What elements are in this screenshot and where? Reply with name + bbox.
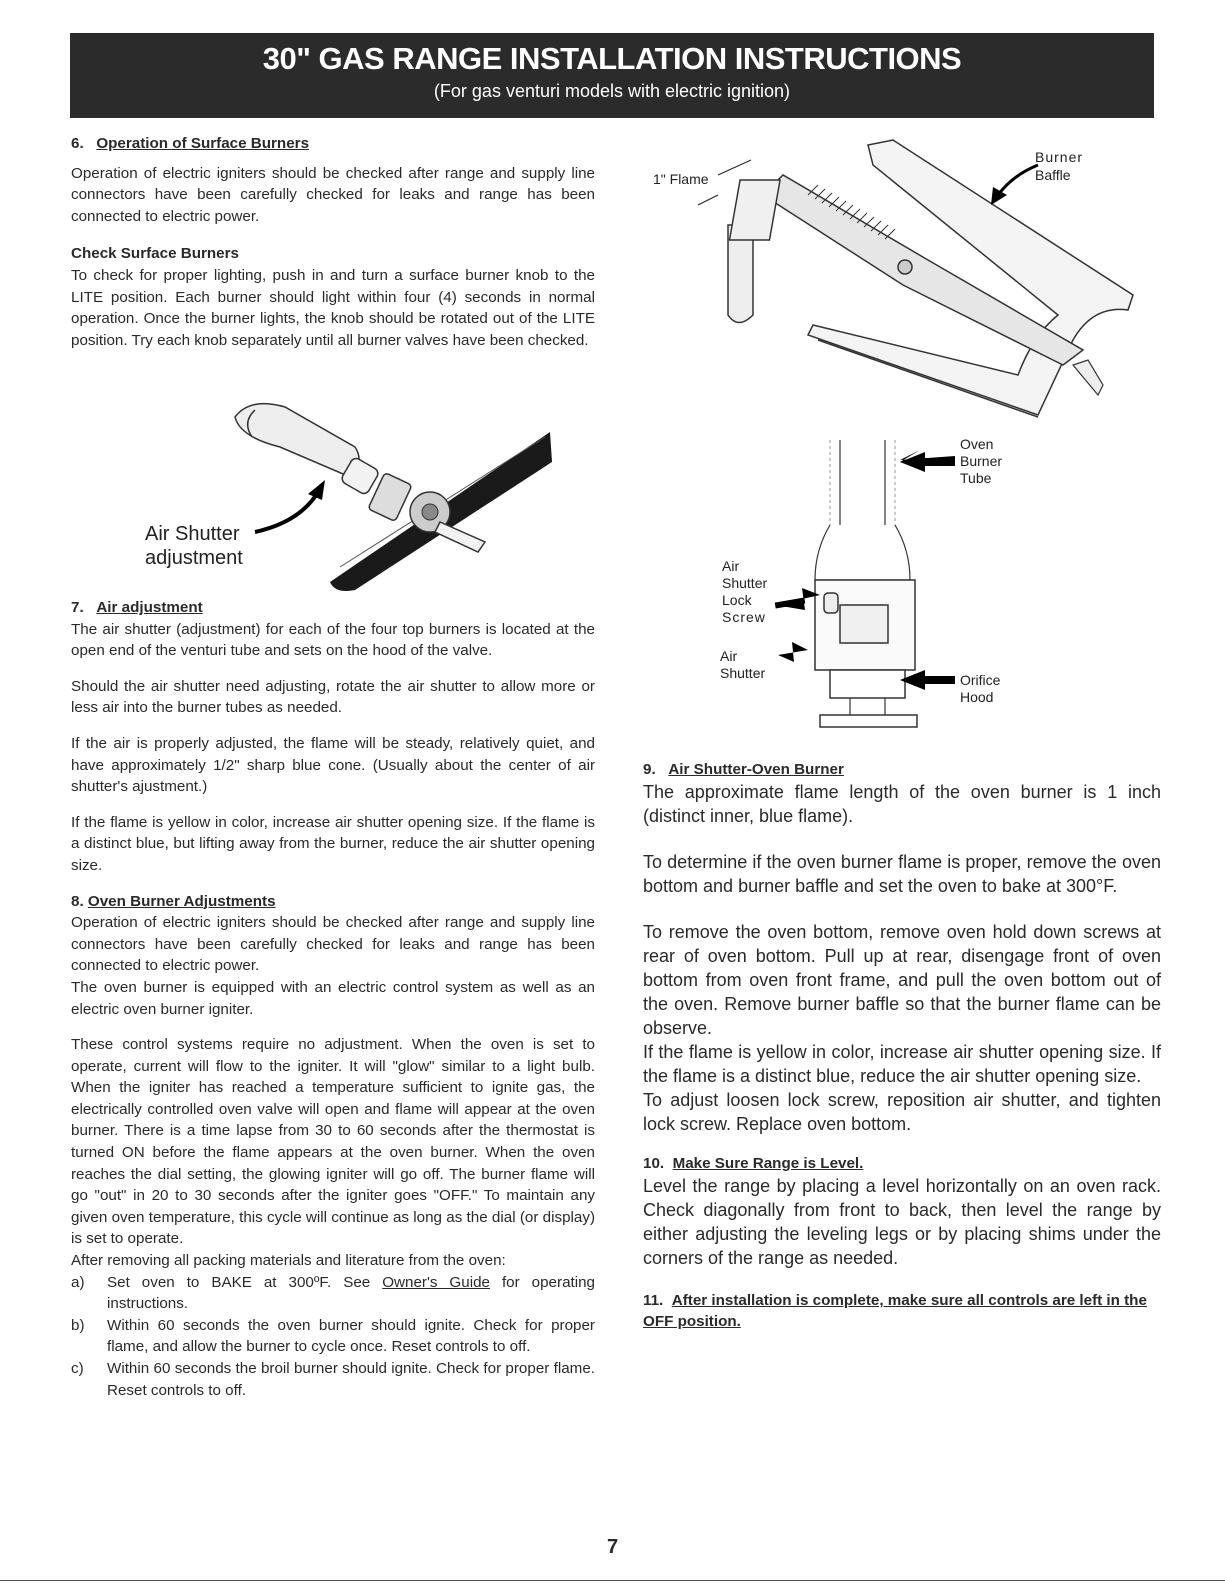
adjustment-label: adjustment [145,547,243,569]
lock-label: Lock [722,592,752,608]
orifice-label: Orifice [960,672,1001,688]
section-7-para-2: Should the air shutter need adjusting, rotate the air shutter to allow more or less air into the burner tubes as needed. [71,677,595,717]
flame-label: 1" Flame [653,171,709,187]
air-shutter-figure [140,392,560,592]
lock-air-label: Air [722,558,740,574]
section-7-para-4: If the flame is yellow in color, increase air shutter opening size. If the flame is a distinct blue, but lifting away from the burner, reduce the air shutter opening size. [71,813,595,874]
section-7-para-3: If the air is properly adjusted, the flame will be steady, relatively quiet, and have approximately 1/2" sharp blue cone. (Usually about the center of air shutter's ajustment.) [71,734,595,796]
page-number: 7 [606,1536,619,1558]
hood-label: Hood [960,689,994,705]
screw-label: Screw [722,609,766,625]
page-title: 30" GAS RANGE INSTALLATION INSTRUCTIONS [262,41,962,76]
oven-burner-figure [700,430,1060,750]
baffle-label: Baffle [1035,167,1071,183]
section-8-para-3: These control systems require no adjustment. When the oven is set to operate, current will flow to the igniter. It will "glow" similar to a light bulb. When the igniter has reached a temperature sufficient to ignite gas, the electrically controlled oven valve will open and flame will appear at the oven burner. There is a time lapse from 30 to 60 seconds after the thermostat is turned ON before the flame appears at the oven burner. When the oven reaches the dial setting, the glowing igniter will go off. The burner flame will go "out" in 20 to 30 seconds after the igniter goes "OFF." To maintain any given oven temperature, this cycle will continue as long as the dial (or display) is set to operate. [71,1036,595,1248]
header-banner [70,33,1154,118]
bottom-rule [0,1580,1225,1581]
section-6-para-1: Operation of electric igniters should be checked after range and supply line connectors have been carefully checked for leaks and range has been connected to electric power. [71,164,595,225]
shutter-air-label: Air [720,648,738,664]
section-9-para-1: The approximate flame length of the oven burner is 1 inch (distinct inner, blue flame). [643,782,1161,826]
section-9-heading: 9. Air Shutter-Oven Burner [643,761,844,778]
list-item-b: b) Within 60 seconds the oven burner should ignite. Check for proper flame, and allow the burner to cycle once. Reset controls to off. [71,1316,595,1356]
section-7 [71,597,595,1401]
page-subtitle: (For gas venturi models with electric ignition) [433,81,791,101]
section-10-heading: 10. Make Sure Range is Level. [643,1155,864,1172]
list-item-c: c) Within 60 seconds the broil burner should ignite. Check for proper flame. Reset controls to off. [71,1360,595,1399]
owners-guide-link: Owner's Guide [382,1273,490,1291]
burner-tube-label-2: Burner [960,453,1003,469]
section-7-para-1: The air shutter (adjustment) for each of the four top burners is located at the open end of the venturi tube and sets on the hood of the valve. [71,620,595,660]
section-9-para-2: To determine if the oven burner flame is proper, remove the oven bottom and burner baffle and set the oven to bake at 300°F. [643,852,1161,896]
section-7-heading: 7. Air adjustment [71,599,203,616]
section-9 [643,760,1161,1332]
list-item-a: a) Set oven to BAKE at 300ºF. See Owner's Guide for operating instructions. [71,1273,595,1313]
section-6 [71,133,595,351]
lock-shutter-label: Shutter [722,575,768,591]
air-shutter-label: Air Shutter [145,523,240,545]
section-6-heading: 6. Operation of Surface Burners [71,135,310,152]
section-10-para-1: Level the range by placing a level horizontally on an oven rack. Check diagonally from front to back, then level the range by either adjusting the leveling legs or by placing shims under the corners of the range as needed. [643,1176,1161,1268]
section-8-para-4: After removing all packing materials and literature from the oven: [71,1252,506,1270]
section-8-para-2: The oven burner is equipped with an electric control system as well as an electric oven burner igniter. [71,978,595,1018]
burner-baffle-illustration [643,135,1163,425]
section-9-para-3: To remove the oven bottom, remove oven hold down screws at rear of oven bottom. Pull up at rear, disengage front of oven bottom from oven front frame, and pull the oven bottom out of the oven. Remove burner baffle so that the burner flame can be observe. [643,922,1161,1038]
section-9-para-5: To adjust loosen lock screw, reposition air shutter, and tighten lock screw. Replace oven bottom. [643,1090,1161,1134]
section-8-heading: 8. Oven Burner Adjustments [71,892,276,910]
tube-label: Tube [960,470,992,486]
section-9-para-4: If the flame is yellow in color, increase air shutter opening size. If the flame is a distinct blue, reduce the air shutter opening size. [643,1042,1161,1086]
check-surface-burners-heading: Check Surface Burners [71,245,239,263]
section-8-para-1: Operation of electric igniters should be checked after range and supply line connectors have been carefully checked for leaks and range has been connected to electric power. [71,914,595,975]
section-11-heading: 11. After installation is complete, make sure all controls are left in the OFF position. [643,1292,1147,1330]
oven-label: Oven [960,436,994,452]
section-6-para-2: To check for proper lighting, push in and turn a surface burner knob to the LITE position. Each burner should light within four (4) seconds in normal operation. Once the burner lights, the knob should be rotated out of the LITE position. Try each knob separately until all burner valves have been checked. [71,266,595,349]
burner-label: Burner [1035,149,1084,165]
shutter-label: Shutter [720,665,766,681]
burner-baffle-figure [643,135,1163,425]
